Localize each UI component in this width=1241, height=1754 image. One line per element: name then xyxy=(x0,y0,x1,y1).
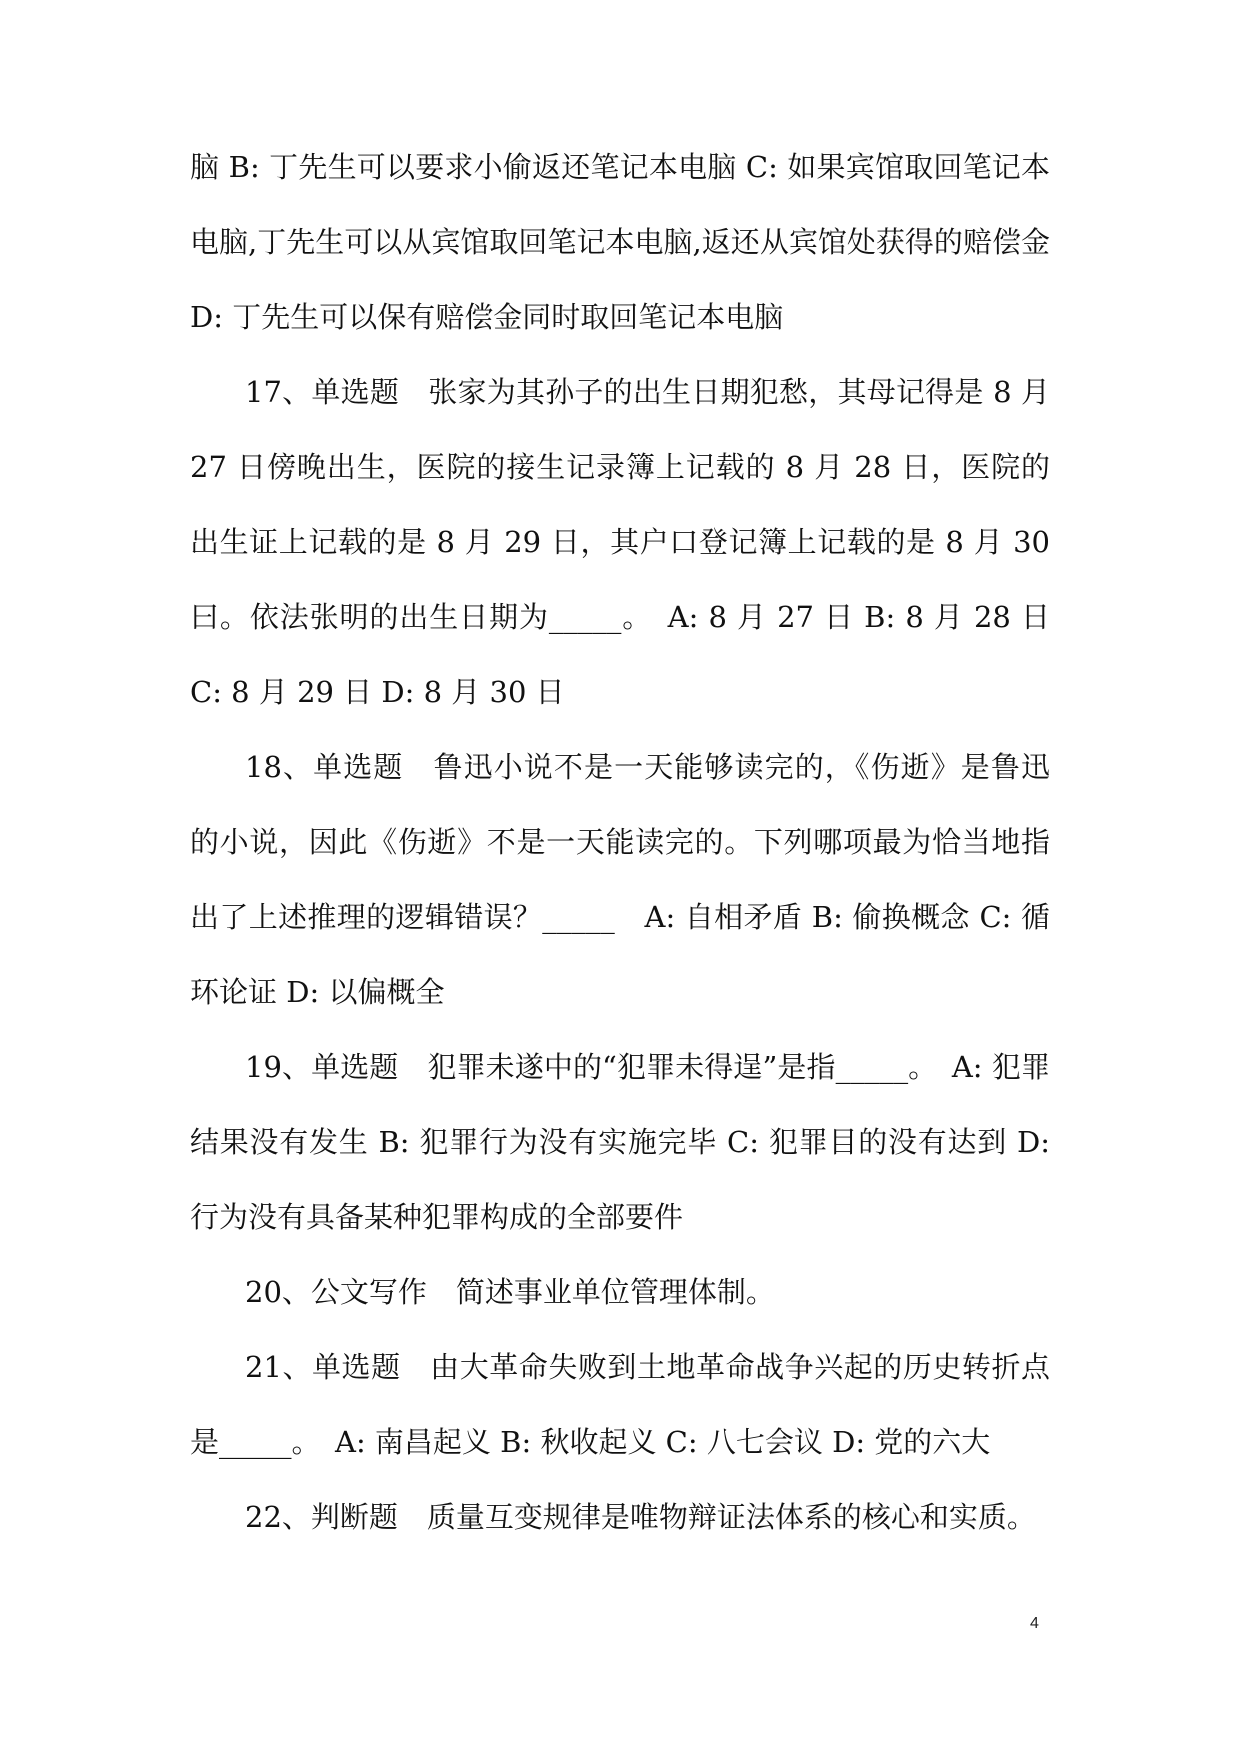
question-18: 18、单选题 鲁迅小说不是一天能够读完的，《伤逝》是鲁迅的小说，因此《伤逝》不是一天能读完的。下列哪项最为恰当地指出了上述推理的逻辑错误？_____ A: 自相矛盾 B: 偷换概念 C: 循环论证 D: 以偏概全 xyxy=(190,750,1050,1009)
page-content xyxy=(190,130,1050,1555)
question-20: 20、公文写作 简述事业单位管理体制。 xyxy=(245,1275,775,1309)
question-19: 19、单选题 犯罪未遂中的“犯罪未得逞”是指_____。 A: 犯罪结果没有发生 B: 犯罪行为没有实施完毕 C: 犯罪目的没有达到 D: 行为没有具备某种犯罪构成的全部要件 xyxy=(190,1050,1050,1234)
question-22: 22、判断题 质量互变规律是唯物辩证法体系的核心和实质。 xyxy=(245,1500,1036,1534)
question-17: 17、单选题 张家为其孙子的出生日期犯愁，其母记得是 8 月 27 日傍晚出生，医院的接生记录簿上记载的 8 月 28 日，医院的出生证上记载的是 8 月 29 日，其户口登记簿上记载的是 8 月 30 曰。依法张明的出生日期为_____。 A: 8 月 27 日 B: 8 月 28 日 C: 8 月 29 日 D: 8 月 30 日 xyxy=(190,375,1050,709)
page-number: 4 xyxy=(1030,1615,1039,1632)
question-16-continuation: 脑 B: 丁先生可以要求小偷返还笔记本电脑 C: 如果宾馆取回笔记本电脑,丁先生可以从宾馆取回笔记本电脑,返还从宾馆处获得的赔偿金 D: 丁先生可以保有赔偿金同时取回笔记本电脑 xyxy=(190,150,1050,334)
question-21: 21、单选题 由大革命失败到土地革命战争兴起的历史转折点是_____。 A: 南昌起义 B: 秋收起义 C: 八七会议 D: 党的六大 xyxy=(190,1350,1050,1459)
